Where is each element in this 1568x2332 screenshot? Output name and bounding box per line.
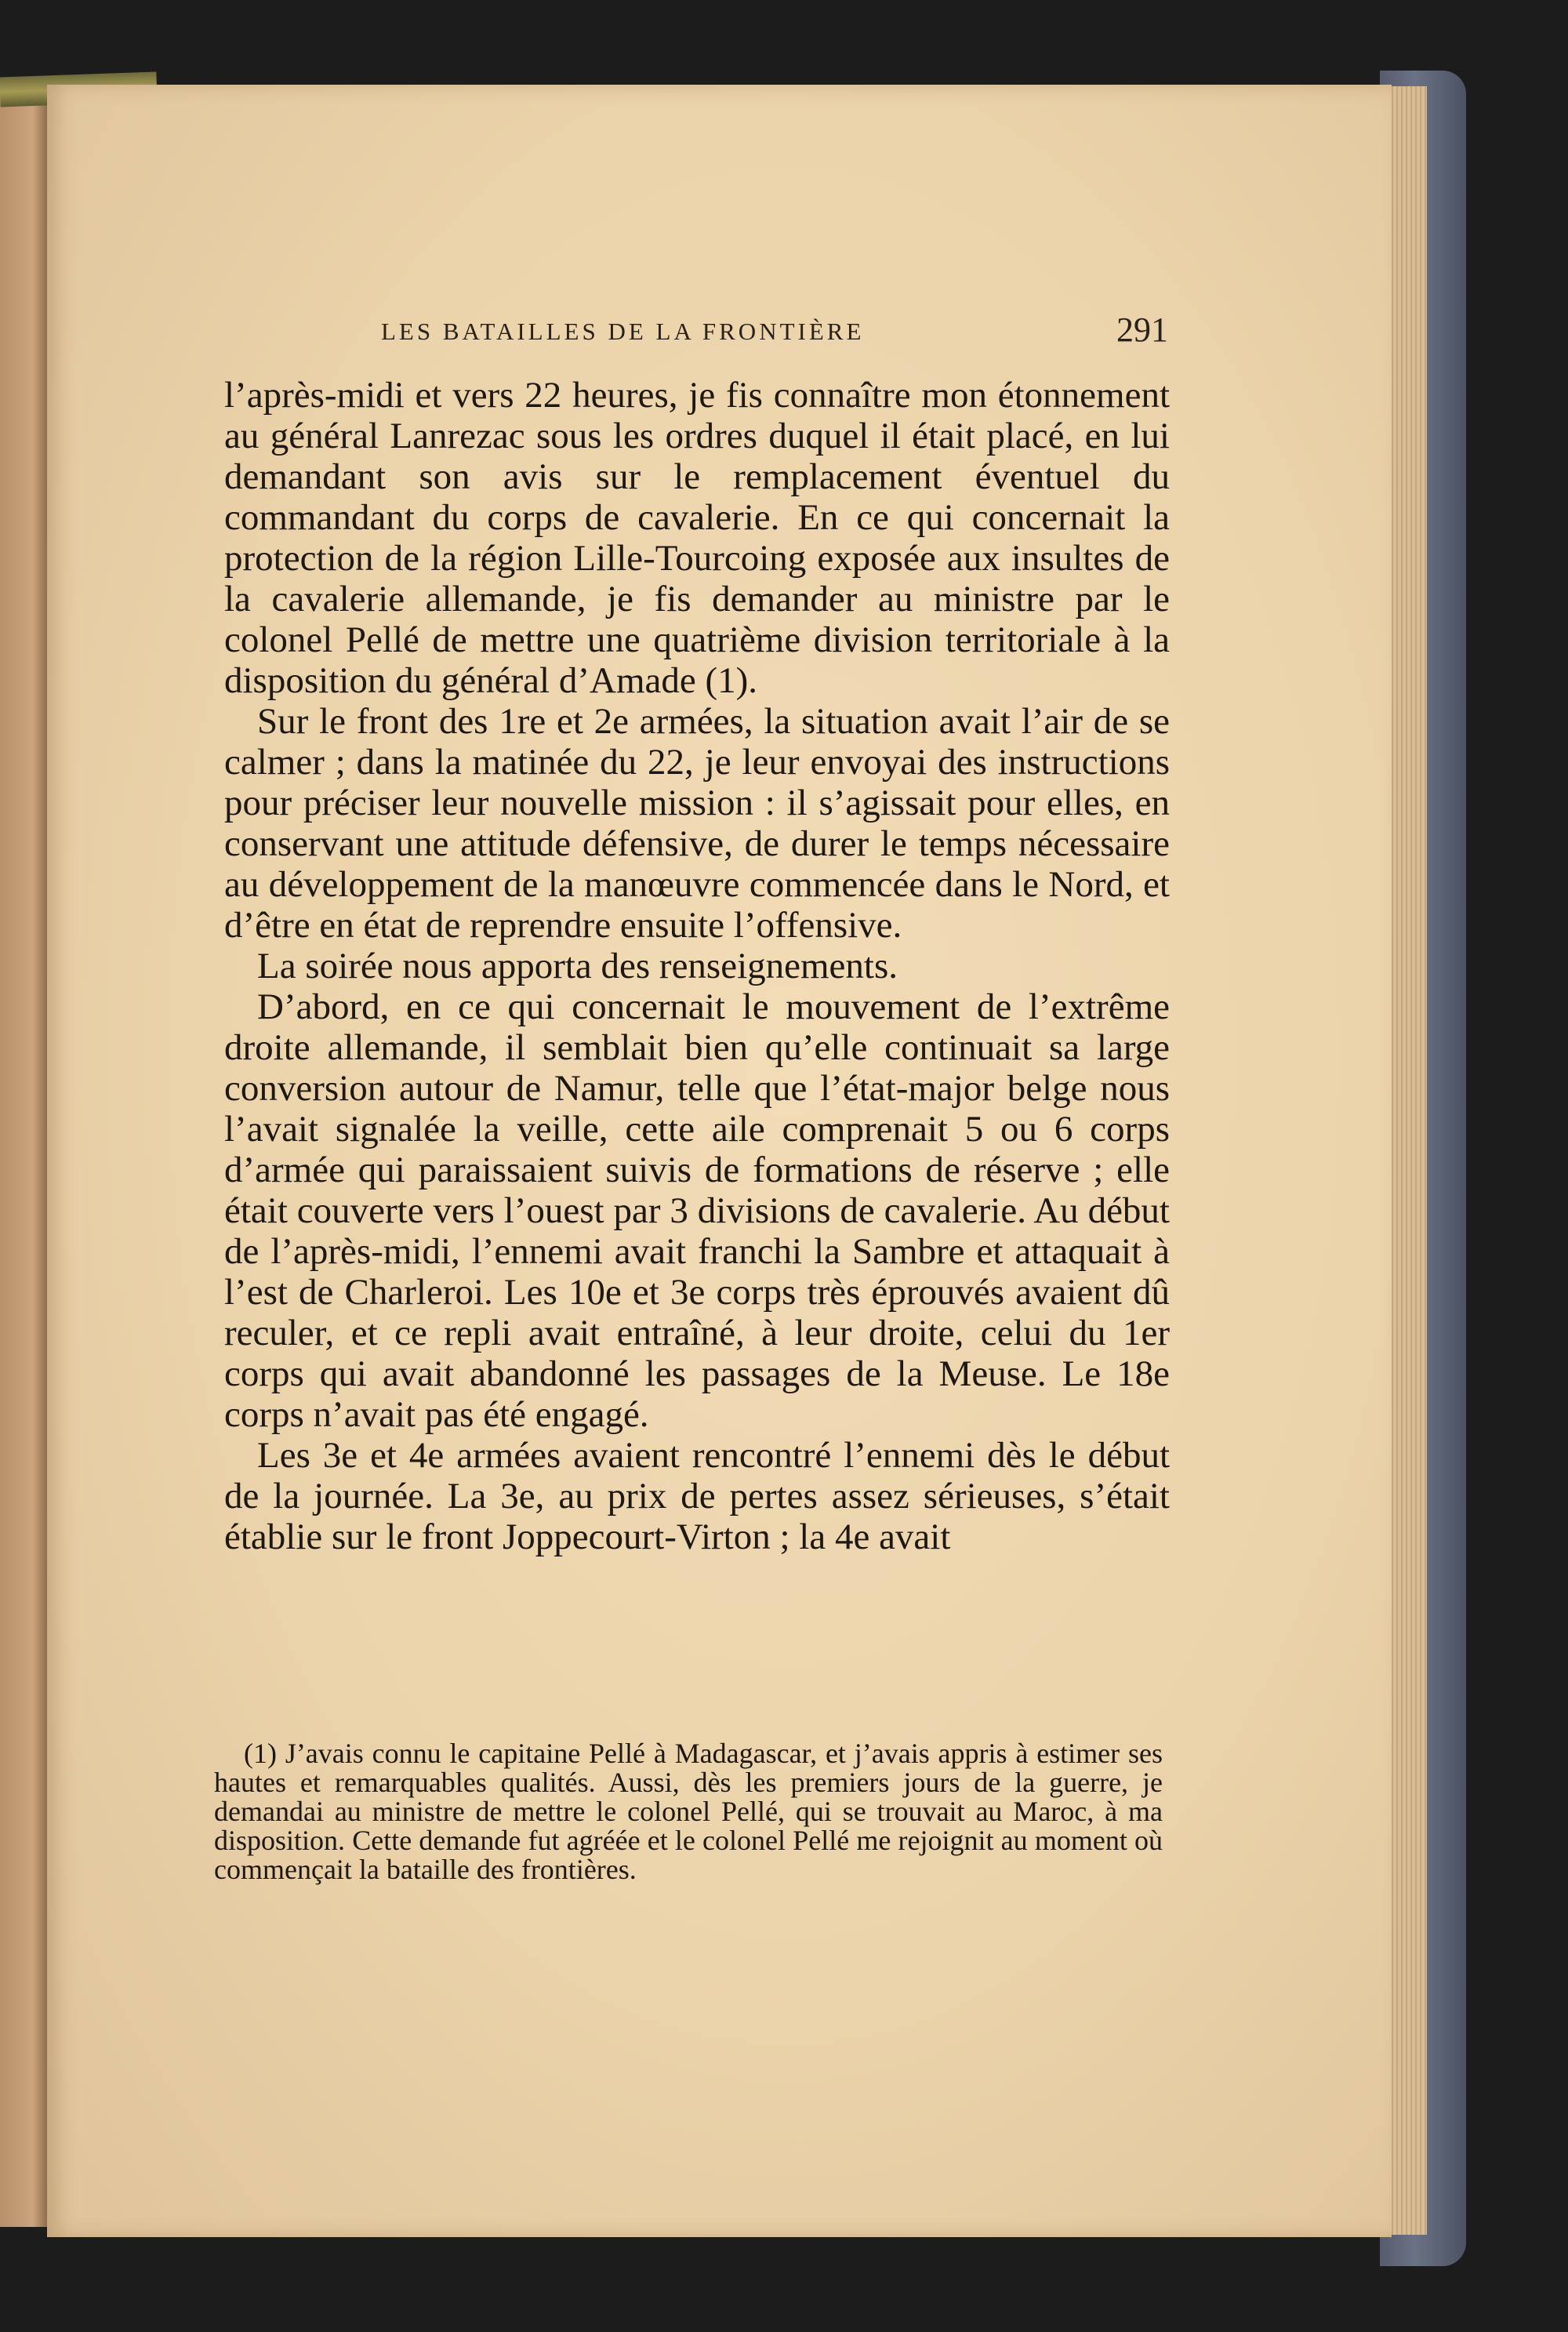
page-number: 291 bbox=[1116, 311, 1168, 349]
paragraph: Sur le front des 1re et 2e armées, la situation avait l’air de se calmer ; dans la matinée du 22, je leur envoyai des instructions pour préciser leur nouvelle mission : il s’agissait pour elles, en conservant une attitude défensive, de durer le temps nécessaire au développement de la manœuvre commencée dans le Nord, et d’être en état de reprendre ensuite l’offensive. bbox=[224, 701, 1170, 946]
running-head bbox=[381, 318, 1176, 346]
book-cover-left bbox=[0, 78, 47, 2227]
running-head-title: LES BATAILLES DE LA FRONTIÈRE bbox=[381, 318, 865, 345]
body-text bbox=[224, 375, 1170, 1557]
paragraph: D’abord, en ce qui concernait le mouvement de l’extrême droite allemande, il semblait bien qu’elle continuait sa large conversion autour de Namur, telle que l’état-major belge nous l’avait signalée la veille, cette aile comprenait 5 ou 6 corps d’armée qui paraissaient suivis de formations de réserve ; elle était couverte vers l’ouest par 3 divisions de cavalerie. Au début de l’après-midi, l’ennemi avait franchi la Sambre et attaquait à l’est de Charleroi. Les 10e et 3e corps très éprouvés avaient dû reculer, et ce repli avait entraîné, à leur droite, celui du 1er corps qui avait abandonné les passages de la Meuse. Le 18e corps n’avait pas été engagé. bbox=[224, 986, 1170, 1435]
paragraph: l’après-midi et vers 22 heures, je fis connaître mon étonnement au général Lanrezac sous les ordres duquel il était placé, en lui demandant son avis sur le remplacement éventuel du commandant du corps de cavalerie. En ce qui concernait la protection de la région Lille-Tourcoing exposée aux insultes de la cavalerie allemande, je fis demander au ministre par le colonel Pellé de mettre une quatrième division territoriale à la disposition du général d’Amade (1). bbox=[224, 375, 1170, 701]
footnote bbox=[214, 1739, 1163, 1884]
paragraph: La soirée nous apporta des renseignements. bbox=[257, 946, 898, 986]
footnote-text: (1) J’avais connu le capitaine Pellé à Madagascar, et j’avais appris à estimer ses hautes et remarquables qualités. Aussi, dès les premiers jours de la guerre, je demandai au ministre de mettre le colonel Pellé, qui se trouvait au Maroc, à ma disposition. Cette demande fut agréée et le colonel Pellé me rejoignit au moment où commençait la bataille des frontières. bbox=[214, 1738, 1163, 1885]
paragraph: Les 3e et 4e armées avaient rencontré l’ennemi dès le début de la journée. La 3e, au prix de pertes assez sérieuses, s’était établie sur le front Joppecourt-Virton ; la 4e avait bbox=[224, 1435, 1170, 1557]
